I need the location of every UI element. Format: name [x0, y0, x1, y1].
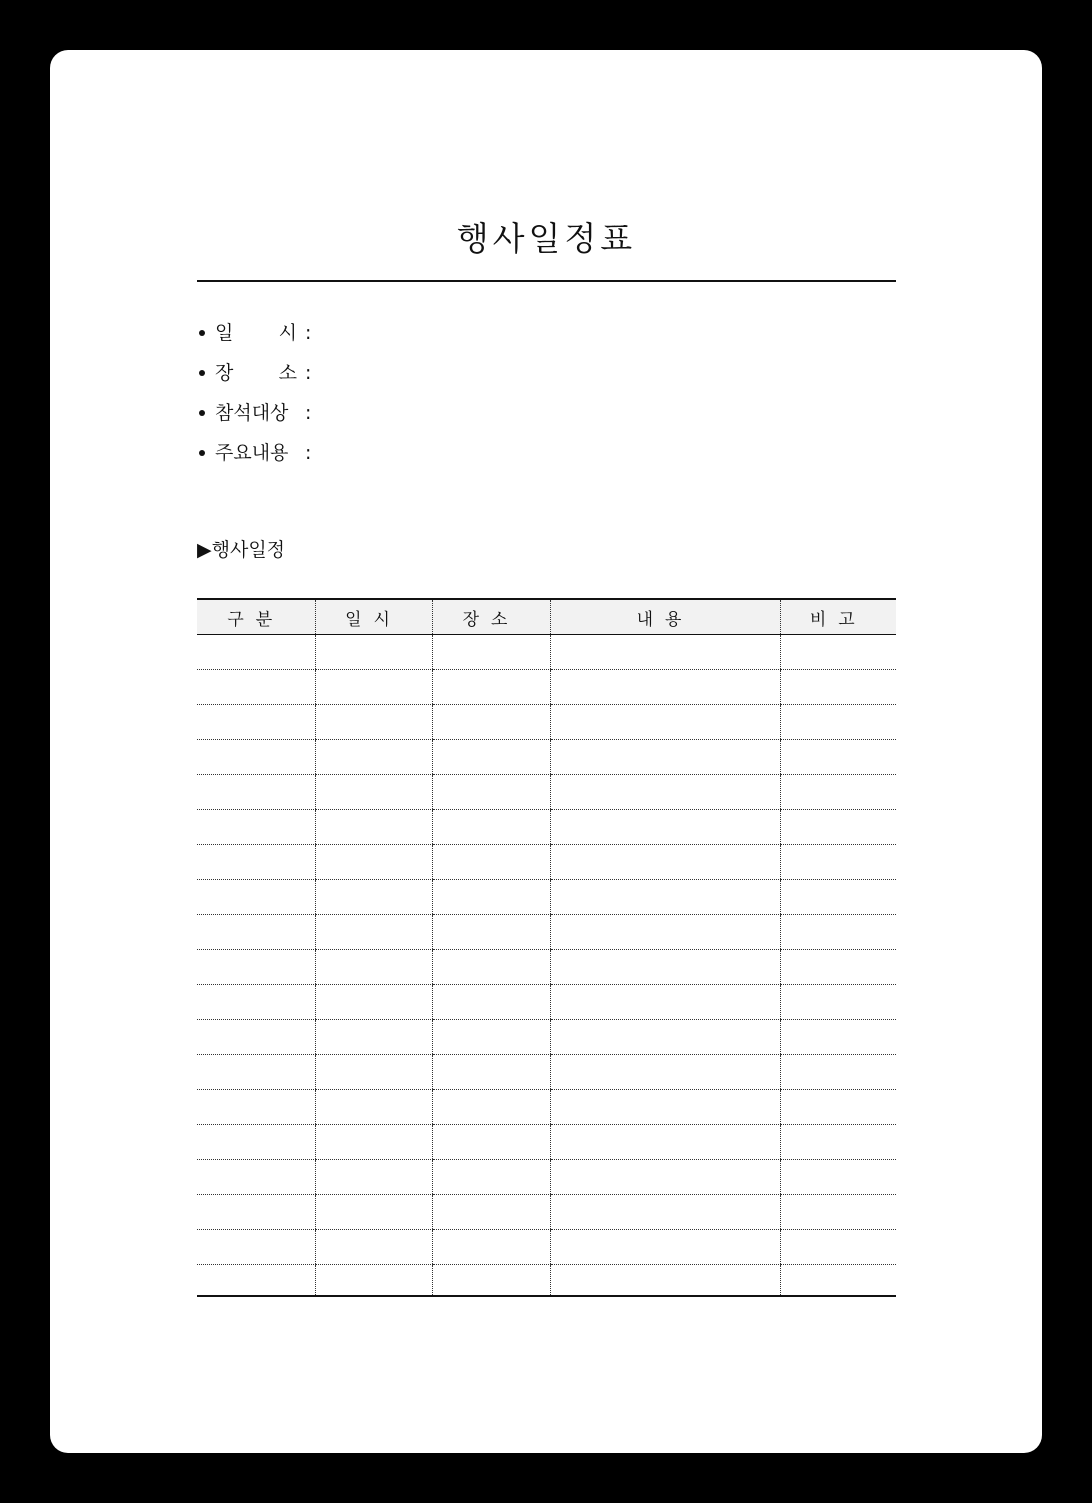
table-cell[interactable] — [550, 1160, 780, 1195]
table-cell[interactable] — [315, 880, 432, 915]
title-underline — [197, 280, 896, 282]
table-cell[interactable] — [550, 1090, 780, 1125]
table-cell[interactable] — [315, 810, 432, 845]
table-cell[interactable] — [550, 1265, 780, 1297]
column-header-remarks: 비고 — [780, 599, 896, 635]
table-cell[interactable] — [197, 740, 315, 775]
table-cell[interactable] — [432, 1125, 550, 1160]
table-cell[interactable] — [550, 1020, 780, 1055]
bullet-icon — [199, 370, 205, 376]
table-cell[interactable] — [780, 810, 896, 845]
table-cell[interactable] — [432, 740, 550, 775]
table-cell[interactable] — [197, 1230, 315, 1265]
table-cell[interactable] — [197, 1090, 315, 1125]
table-cell[interactable] — [432, 635, 550, 670]
table-row — [197, 670, 896, 705]
table-cell[interactable] — [780, 950, 896, 985]
table-cell[interactable] — [197, 845, 315, 880]
schedule-header-row — [197, 599, 896, 635]
table-cell[interactable] — [432, 705, 550, 740]
table-cell[interactable] — [780, 1020, 896, 1055]
table-cell[interactable] — [780, 775, 896, 810]
table-cell[interactable] — [315, 985, 432, 1020]
table-cell[interactable] — [315, 635, 432, 670]
table-cell[interactable] — [315, 1160, 432, 1195]
table-cell[interactable] — [197, 950, 315, 985]
table-row — [197, 1230, 896, 1265]
table-cell[interactable] — [432, 670, 550, 705]
schedule-heading: ▶행사일정 — [197, 539, 286, 561]
info-label: 주요내용 — [215, 442, 289, 464]
table-row — [197, 775, 896, 810]
table-cell[interactable] — [197, 880, 315, 915]
document-page — [50, 50, 1042, 1453]
table-row — [197, 1055, 896, 1090]
info-label: 참석대상 — [215, 402, 289, 424]
table-cell[interactable] — [315, 950, 432, 985]
table-cell[interactable] — [197, 1055, 315, 1090]
table-cell[interactable] — [432, 1090, 550, 1125]
table-cell[interactable] — [550, 1195, 780, 1230]
column-header-datetime: 일시 — [315, 599, 432, 635]
table-cell[interactable] — [780, 985, 896, 1020]
table-cell[interactable] — [550, 740, 780, 775]
table-cell[interactable] — [550, 670, 780, 705]
table-row — [197, 635, 896, 670]
table-cell[interactable] — [550, 915, 780, 950]
table-cell[interactable] — [315, 1265, 432, 1297]
table-row — [197, 705, 896, 740]
info-colon: : — [305, 442, 312, 464]
table-row — [197, 1195, 896, 1230]
table-cell[interactable] — [780, 915, 896, 950]
table-cell[interactable] — [550, 810, 780, 845]
table-cell[interactable] — [432, 1195, 550, 1230]
table-cell[interactable] — [432, 1160, 550, 1195]
table-cell[interactable] — [315, 915, 432, 950]
table-cell[interactable] — [197, 670, 315, 705]
table-cell[interactable] — [432, 1230, 550, 1265]
table-cell[interactable] — [197, 1020, 315, 1055]
table-cell[interactable] — [197, 985, 315, 1020]
table-row — [197, 1090, 896, 1125]
table-row — [197, 880, 896, 915]
table-cell[interactable] — [197, 1160, 315, 1195]
info-label: 일 시 — [215, 322, 297, 344]
table-row — [197, 845, 896, 880]
table-cell[interactable] — [197, 1125, 315, 1160]
table-cell[interactable] — [550, 950, 780, 985]
table-cell[interactable] — [432, 950, 550, 985]
table-cell[interactable] — [432, 775, 550, 810]
info-label: 장 소 — [215, 362, 297, 384]
table-row — [197, 1125, 896, 1160]
table-cell[interactable] — [780, 1265, 896, 1297]
table-cell[interactable] — [197, 705, 315, 740]
table-cell[interactable] — [550, 880, 780, 915]
info-colon: : — [305, 322, 312, 344]
table-cell[interactable] — [550, 1230, 780, 1265]
table-cell[interactable] — [432, 810, 550, 845]
table-cell[interactable] — [432, 1055, 550, 1090]
table-cell[interactable] — [550, 1125, 780, 1160]
table-row — [197, 740, 896, 775]
table-cell[interactable] — [780, 880, 896, 915]
table-row — [197, 915, 896, 950]
column-header-location: 장소 — [432, 599, 550, 635]
table-cell[interactable] — [550, 1055, 780, 1090]
table-cell[interactable] — [197, 1195, 315, 1230]
table-row — [197, 950, 896, 985]
table-cell[interactable] — [550, 985, 780, 1020]
table-cell[interactable] — [315, 740, 432, 775]
bullet-icon — [199, 450, 205, 456]
table-row — [197, 1020, 896, 1055]
table-cell[interactable] — [780, 1125, 896, 1160]
bullet-icon — [199, 330, 205, 336]
info-colon: : — [305, 362, 312, 384]
table-row — [197, 810, 896, 845]
table-cell[interactable] — [432, 985, 550, 1020]
table-cell[interactable] — [780, 845, 896, 880]
table-cell[interactable] — [315, 1055, 432, 1090]
table-cell[interactable] — [197, 775, 315, 810]
table-cell[interactable] — [780, 1055, 896, 1090]
table-cell[interactable] — [432, 1020, 550, 1055]
table-cell[interactable] — [315, 775, 432, 810]
table-cell[interactable] — [315, 1090, 432, 1125]
schedule-table — [197, 598, 896, 1297]
table-cell[interactable] — [315, 705, 432, 740]
table-cell[interactable] — [315, 845, 432, 880]
table-cell[interactable] — [780, 670, 896, 705]
table-cell[interactable] — [315, 1195, 432, 1230]
info-item-attendees — [197, 393, 311, 433]
table-cell[interactable] — [780, 705, 896, 740]
column-header-category: 구분 — [197, 599, 315, 635]
table-cell[interactable] — [432, 845, 550, 880]
table-cell[interactable] — [197, 635, 315, 670]
info-item-datetime — [197, 313, 311, 353]
column-header-content: 내용 — [550, 599, 780, 635]
bullet-icon — [199, 410, 205, 416]
table-row — [197, 1265, 896, 1297]
table-cell[interactable] — [780, 740, 896, 775]
table-cell[interactable] — [550, 775, 780, 810]
document-title: 행사일정표 — [456, 219, 637, 258]
table-cell[interactable] — [780, 635, 896, 670]
table-cell[interactable] — [197, 915, 315, 950]
table-cell[interactable] — [432, 1265, 550, 1297]
table-cell[interactable] — [197, 810, 315, 845]
table-cell[interactable] — [550, 705, 780, 740]
table-row — [197, 1160, 896, 1195]
table-cell[interactable] — [315, 670, 432, 705]
event-info-list — [197, 313, 311, 473]
table-cell[interactable] — [550, 635, 780, 670]
table-cell[interactable] — [315, 1230, 432, 1265]
table-cell[interactable] — [780, 1090, 896, 1125]
table-cell[interactable] — [550, 845, 780, 880]
info-item-main-content — [197, 433, 311, 473]
table-cell[interactable] — [432, 915, 550, 950]
table-cell[interactable] — [315, 1020, 432, 1055]
table-cell[interactable] — [315, 1125, 432, 1160]
table-cell[interactable] — [780, 1230, 896, 1265]
info-colon: : — [305, 402, 312, 424]
table-cell[interactable] — [432, 880, 550, 915]
table-row — [197, 985, 896, 1020]
info-item-location — [197, 353, 311, 393]
table-cell[interactable] — [780, 1195, 896, 1230]
table-cell[interactable] — [197, 1265, 315, 1297]
schedule-body — [197, 635, 896, 1297]
table-cell[interactable] — [780, 1160, 896, 1195]
